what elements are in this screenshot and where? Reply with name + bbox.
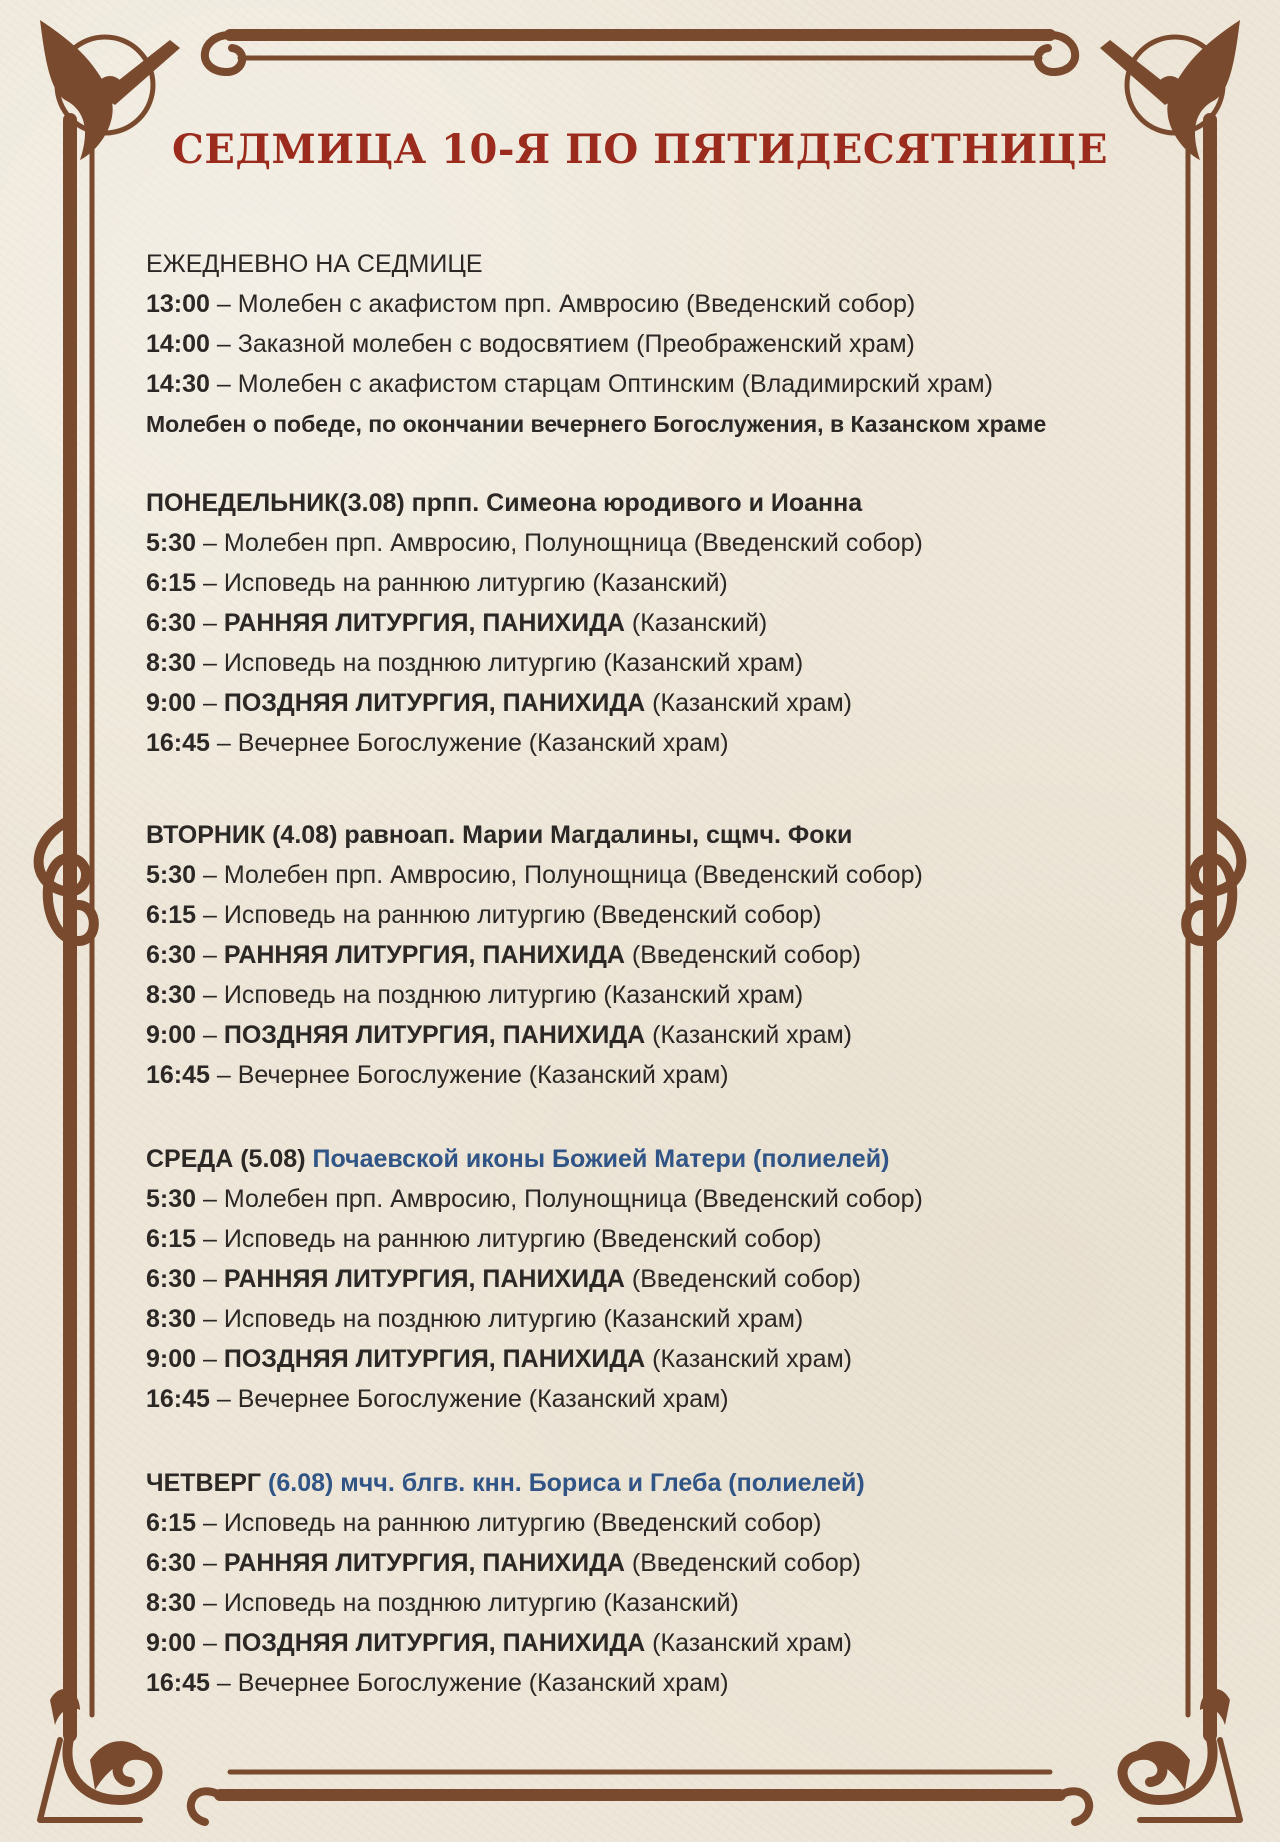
service-dash: – bbox=[209, 1061, 238, 1089]
service-description: Вечернее Богослужение (Казанский храм) bbox=[237, 1385, 729, 1413]
service-description: Исповедь на раннюю литургию (Введенский собор) bbox=[223, 1509, 822, 1537]
service-time: 13:00 bbox=[146, 290, 210, 318]
service-description: (Казанский) bbox=[624, 609, 768, 637]
service-description: Молебен прп. Амвросию, Полунощница (Введенский собор) bbox=[223, 529, 923, 557]
service-item bbox=[146, 1219, 1136, 1259]
service-time: 6:15 bbox=[146, 1509, 197, 1537]
service-time: 16:45 bbox=[146, 729, 210, 757]
day-section-monday bbox=[146, 483, 1136, 763]
day-heading bbox=[146, 1463, 1136, 1503]
service-dash: – bbox=[196, 1509, 224, 1537]
daily-note: Молебен о победе, по окончании вечернего Богослужения, в Казанском храме bbox=[146, 411, 1047, 437]
service-dash: – bbox=[196, 1265, 224, 1293]
day-section-tuesday bbox=[146, 815, 1136, 1095]
service-dash: – bbox=[196, 1549, 224, 1577]
service-dash: – bbox=[196, 1589, 224, 1617]
service-description: (Казанский храм) bbox=[645, 689, 852, 717]
service-dash: – bbox=[196, 569, 224, 597]
service-dash: – bbox=[196, 1629, 224, 1657]
service-strong: ПОЗДНЯЯ ЛИТУРГИЯ, ПАНИХИДА bbox=[223, 1345, 646, 1373]
service-description: Исповедь на раннюю литургию (Казанский) bbox=[223, 569, 728, 597]
service-time: 6:15 bbox=[146, 569, 197, 597]
service-item bbox=[146, 1663, 1136, 1703]
service-time: 8:30 bbox=[146, 1589, 197, 1617]
service-description: (Введенский собор) bbox=[624, 1549, 861, 1577]
service-strong: ПОЗДНЯЯ ЛИТУРГИЯ, ПАНИХИДА bbox=[223, 1021, 646, 1049]
service-dash: – bbox=[196, 1185, 224, 1213]
service-description: Исповедь на раннюю литургию (Введенский собор) bbox=[223, 1225, 822, 1253]
service-strong: РАННЯЯ ЛИТУРГИЯ, ПАНИХИДА bbox=[223, 1549, 625, 1577]
service-time: 5:30 bbox=[146, 529, 197, 557]
day-section-wednesday bbox=[146, 1139, 1136, 1419]
daily-item bbox=[146, 284, 1136, 324]
service-strong: РАННЯЯ ЛИТУРГИЯ, ПАНИХИДА bbox=[223, 1265, 625, 1293]
service-time: 8:30 bbox=[146, 1305, 197, 1333]
schedule-content bbox=[146, 244, 1136, 1703]
service-dash: – bbox=[209, 729, 238, 757]
day-heading-label: СРЕДА (5.08) bbox=[146, 1145, 313, 1173]
service-item bbox=[146, 1055, 1136, 1095]
service-strong: ПОЗДНЯЯ ЛИТУРГИЯ, ПАНИХИДА bbox=[223, 1629, 646, 1657]
service-description: – Молебен с акафистом старцам Оптинским (Владимирский храм) bbox=[209, 370, 993, 398]
service-time: 8:30 bbox=[146, 981, 197, 1009]
service-time: 6:15 bbox=[146, 901, 197, 929]
service-item bbox=[146, 523, 1136, 563]
service-dash: – bbox=[196, 649, 224, 677]
service-time: 9:00 bbox=[146, 1629, 197, 1657]
service-description: (Казанский храм) bbox=[645, 1021, 852, 1049]
service-item bbox=[146, 1583, 1136, 1623]
service-item bbox=[146, 855, 1136, 895]
service-dash: – bbox=[196, 981, 224, 1009]
service-item bbox=[146, 975, 1136, 1015]
service-dash: – bbox=[196, 1305, 224, 1333]
feast-name: (6.08) мчч. блгв. кнн. Бориса и Глеба (полиелей) bbox=[268, 1469, 865, 1497]
service-time: 14:30 bbox=[146, 370, 210, 398]
service-time: 9:00 bbox=[146, 689, 197, 717]
service-description: (Казанский храм) bbox=[645, 1345, 852, 1373]
service-dash: – bbox=[196, 1225, 224, 1253]
service-time: 6:30 bbox=[146, 1265, 197, 1293]
service-item bbox=[146, 1623, 1136, 1663]
service-dash: – bbox=[209, 1385, 238, 1413]
service-description: – Молебен с акафистом прп. Амвросию (Введенский собор) bbox=[209, 290, 916, 318]
service-strong: РАННЯЯ ЛИТУРГИЯ, ПАНИХИДА bbox=[223, 609, 625, 637]
service-description: (Введенский собор) bbox=[624, 941, 861, 969]
service-item bbox=[146, 1503, 1136, 1543]
service-description: (Казанский храм) bbox=[645, 1629, 852, 1657]
service-item bbox=[146, 1299, 1136, 1339]
service-time: 5:30 bbox=[146, 861, 197, 889]
service-description: Исповедь на раннюю литургию (Введенский собор) bbox=[223, 901, 822, 929]
daily-section bbox=[146, 244, 1136, 444]
service-item bbox=[146, 643, 1136, 683]
daily-heading: ЕЖЕДНЕВНО НА СЕДМИЦЕ bbox=[146, 250, 483, 278]
service-time: 6:30 bbox=[146, 609, 197, 637]
service-description: Вечернее Богослужение (Казанский храм) bbox=[237, 1061, 729, 1089]
service-strong: ПОЗДНЯЯ ЛИТУРГИЯ, ПАНИХИДА bbox=[223, 689, 646, 717]
service-dash: – bbox=[196, 1345, 224, 1373]
service-dash: – bbox=[196, 529, 224, 557]
service-description: Исповедь на позднюю литургию (Казанский храм) bbox=[223, 1305, 804, 1333]
service-time: 14:00 bbox=[146, 330, 210, 358]
day-heading: ВТОРНИК (4.08) равноап. Марии Магдалины, сщмч. Фоки bbox=[146, 821, 853, 849]
service-description: Вечернее Богослужение (Казанский храм) bbox=[237, 1669, 729, 1697]
service-time: 9:00 bbox=[146, 1345, 197, 1373]
service-time: 16:45 bbox=[146, 1669, 210, 1697]
service-item bbox=[146, 895, 1136, 935]
day-heading-label: ЧЕТВЕРГ bbox=[146, 1469, 269, 1497]
service-time: 6:30 bbox=[146, 941, 197, 969]
service-dash: – bbox=[196, 609, 224, 637]
service-time: 16:45 bbox=[146, 1061, 210, 1089]
service-description: Вечернее Богослужение (Казанский храм) bbox=[237, 729, 729, 757]
service-item bbox=[146, 683, 1136, 723]
service-time: 6:30 bbox=[146, 1549, 197, 1577]
service-item bbox=[146, 1339, 1136, 1379]
service-dash: – bbox=[196, 861, 224, 889]
service-item bbox=[146, 603, 1136, 643]
service-dash: – bbox=[196, 689, 224, 717]
service-description: Исповедь на позднюю литургию (Казанский храм) bbox=[223, 981, 804, 1009]
service-time: 5:30 bbox=[146, 1185, 197, 1213]
service-item bbox=[146, 723, 1136, 763]
service-dash: – bbox=[209, 1669, 238, 1697]
daily-item bbox=[146, 324, 1136, 364]
service-time: 16:45 bbox=[146, 1385, 210, 1413]
service-dash: – bbox=[196, 901, 224, 929]
page-title: СЕДМИЦА 10-Я ПО ПЯТИДЕСЯТНИЦЕ bbox=[172, 126, 1108, 173]
service-item bbox=[146, 1259, 1136, 1299]
service-description: Молебен прп. Амвросию, Полунощница (Введенский собор) bbox=[223, 1185, 923, 1213]
service-description: Исповедь на позднюю литургию (Казанский храм) bbox=[223, 649, 804, 677]
feast-name: Почаевской иконы Божией Матери (полиелей) bbox=[312, 1145, 890, 1173]
service-description: Молебен прп. Амвросию, Полунощница (Введенский собор) bbox=[223, 861, 923, 889]
service-description: Исповедь на позднюю литургию (Казанский) bbox=[223, 1589, 739, 1617]
service-description: (Введенский собор) bbox=[624, 1265, 861, 1293]
service-time: 8:30 bbox=[146, 649, 197, 677]
service-strong: РАННЯЯ ЛИТУРГИЯ, ПАНИХИДА bbox=[223, 941, 625, 969]
service-time: 6:15 bbox=[146, 1225, 197, 1253]
service-description: – Заказной молебен с водосвятием (Преображенский храм) bbox=[209, 330, 915, 358]
service-time: 9:00 bbox=[146, 1021, 197, 1049]
day-section-thursday bbox=[146, 1463, 1136, 1703]
service-item bbox=[146, 1379, 1136, 1419]
service-item bbox=[146, 1543, 1136, 1583]
service-item bbox=[146, 1015, 1136, 1055]
day-heading: ПОНЕДЕЛЬНИК(3.08) прпп. Симеона юродивого и Иоанна bbox=[146, 489, 863, 517]
service-item bbox=[146, 563, 1136, 603]
day-heading bbox=[146, 1139, 1136, 1179]
service-item bbox=[146, 935, 1136, 975]
service-dash: – bbox=[196, 941, 224, 969]
service-dash: – bbox=[196, 1021, 224, 1049]
service-item bbox=[146, 1179, 1136, 1219]
daily-item bbox=[146, 364, 1136, 404]
